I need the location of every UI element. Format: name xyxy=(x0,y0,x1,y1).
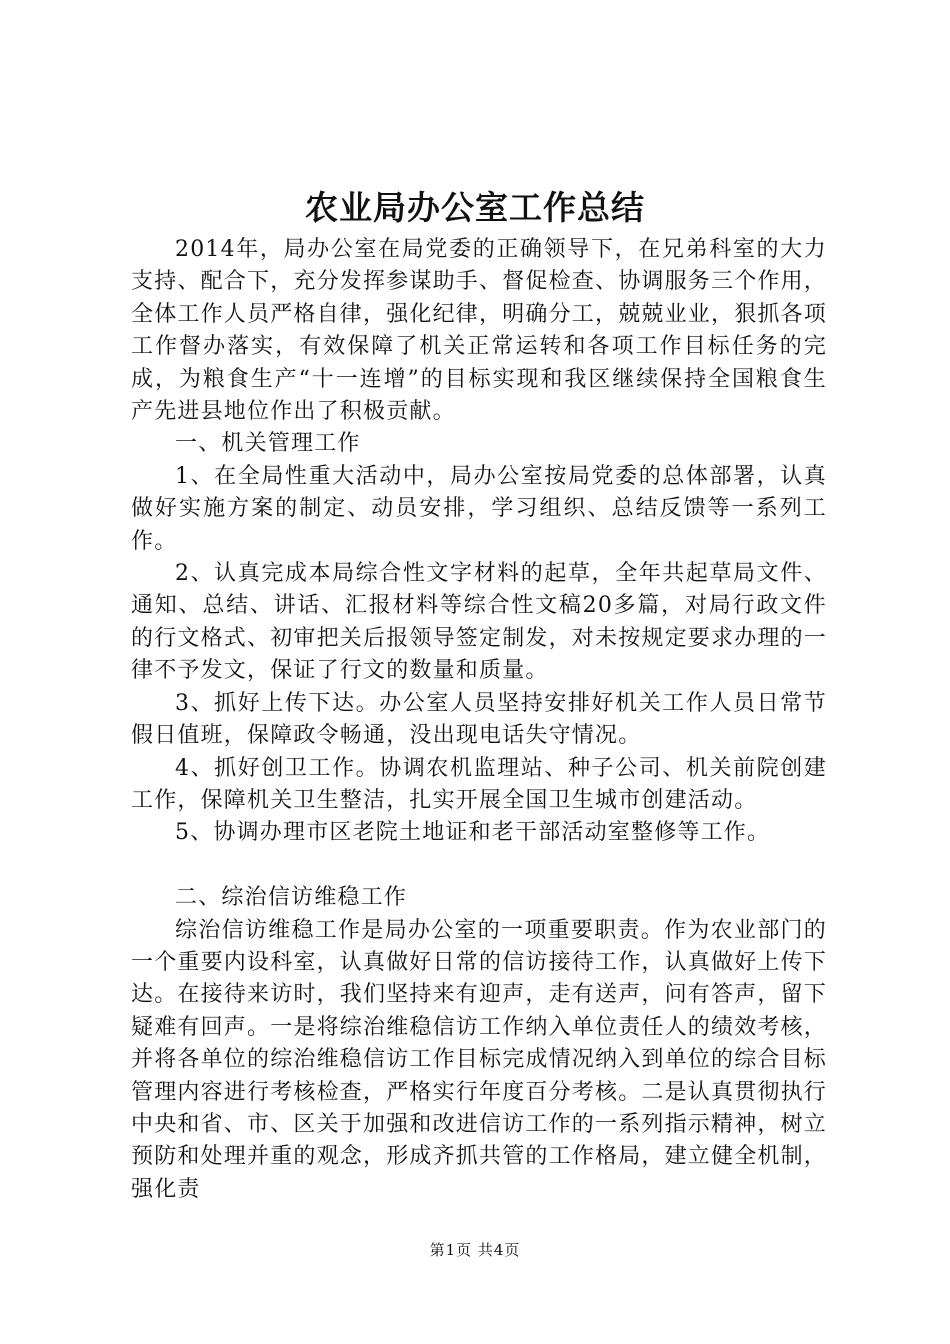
section1-item-5: 5、协调办理市区老院土地证和老干部活动室整修等工作。 xyxy=(175,820,771,846)
document-title: 农业局办公室工作总结 xyxy=(305,188,645,227)
section1-item-3: 3、抓好上传下达。办公室人员坚持安排好机关工作人员日常节假日值班，保障政令畅通，没出现电话失守情况。 xyxy=(131,690,827,749)
page-footer: 第1页 共4页 xyxy=(429,1241,521,1259)
section2-paragraph: 综治信访维稳工作是局办公室的一项重要职责。作为农业部门的一个重要内设科室，认真做好日常的信访接待工作，认真做好上传下达。在接待来访时，我们坚持来有迎声，走有送声，问有答声，留下疑难有回声。一是将综治维稳信访工作纳入单位责任人的绩效考核，并将各单位的综治维稳信访工作目标完成情况纳入到单位的综合目标管理内容进行考核检查，严格实行年度百分考核。二是认真贯彻执行中央和省、市、区关于加强和改进信访工作的一系列指示精神，树立预防和处理并重的观念，形成齐抓共管的工作格局，建立健全机制，强化责 xyxy=(131,917,828,1202)
section1-item-4: 4、抓好创卫工作。协调农机监理站、种子公司、机关前院创建工作，保障机关卫生整洁，扎实开展全国卫生城市创建活动。 xyxy=(131,755,827,813)
section-heading-1: 一、机关管理工作 xyxy=(175,431,361,457)
intro-paragraph: 2014年，局办公室在局党委的正确领导下，在兄弟科室的大力支持、配合下，充分发挥参谋助手、督促检查、协调服务三个作用，全体工作人员严格自律，强化纪律，明确分工，兢兢业业，狠抓各项工作督办落实，有效保障了机关正常运转和各项工作目标任务的完成，为粮食生产“十一连增”的目标实现和我区继续保持全国粮食生产先进县地位作出了积极贡献。 xyxy=(131,237,828,425)
section1-item-2: 2、认真完成本局综合性文字材料的起草，全年共起草局文件、通知、总结、讲话、汇报材料等综合性文稿20多篇，对局行政文件的行文格式、初审把关后报领导签定制发，对未按规定要求办理的一律不予发文，保证了行文的数量和质量。 xyxy=(131,561,828,684)
section1-item-1: 1、在全局性重大活动中，局办公室按局党委的总体部署，认真做好实施方案的制定、动员安排，学习组织、总结反馈等一系列工作。 xyxy=(131,463,827,554)
section-heading-2: 二、综治信访维稳工作 xyxy=(175,885,408,911)
document-body xyxy=(131,234,827,1206)
blank-line xyxy=(131,850,827,882)
